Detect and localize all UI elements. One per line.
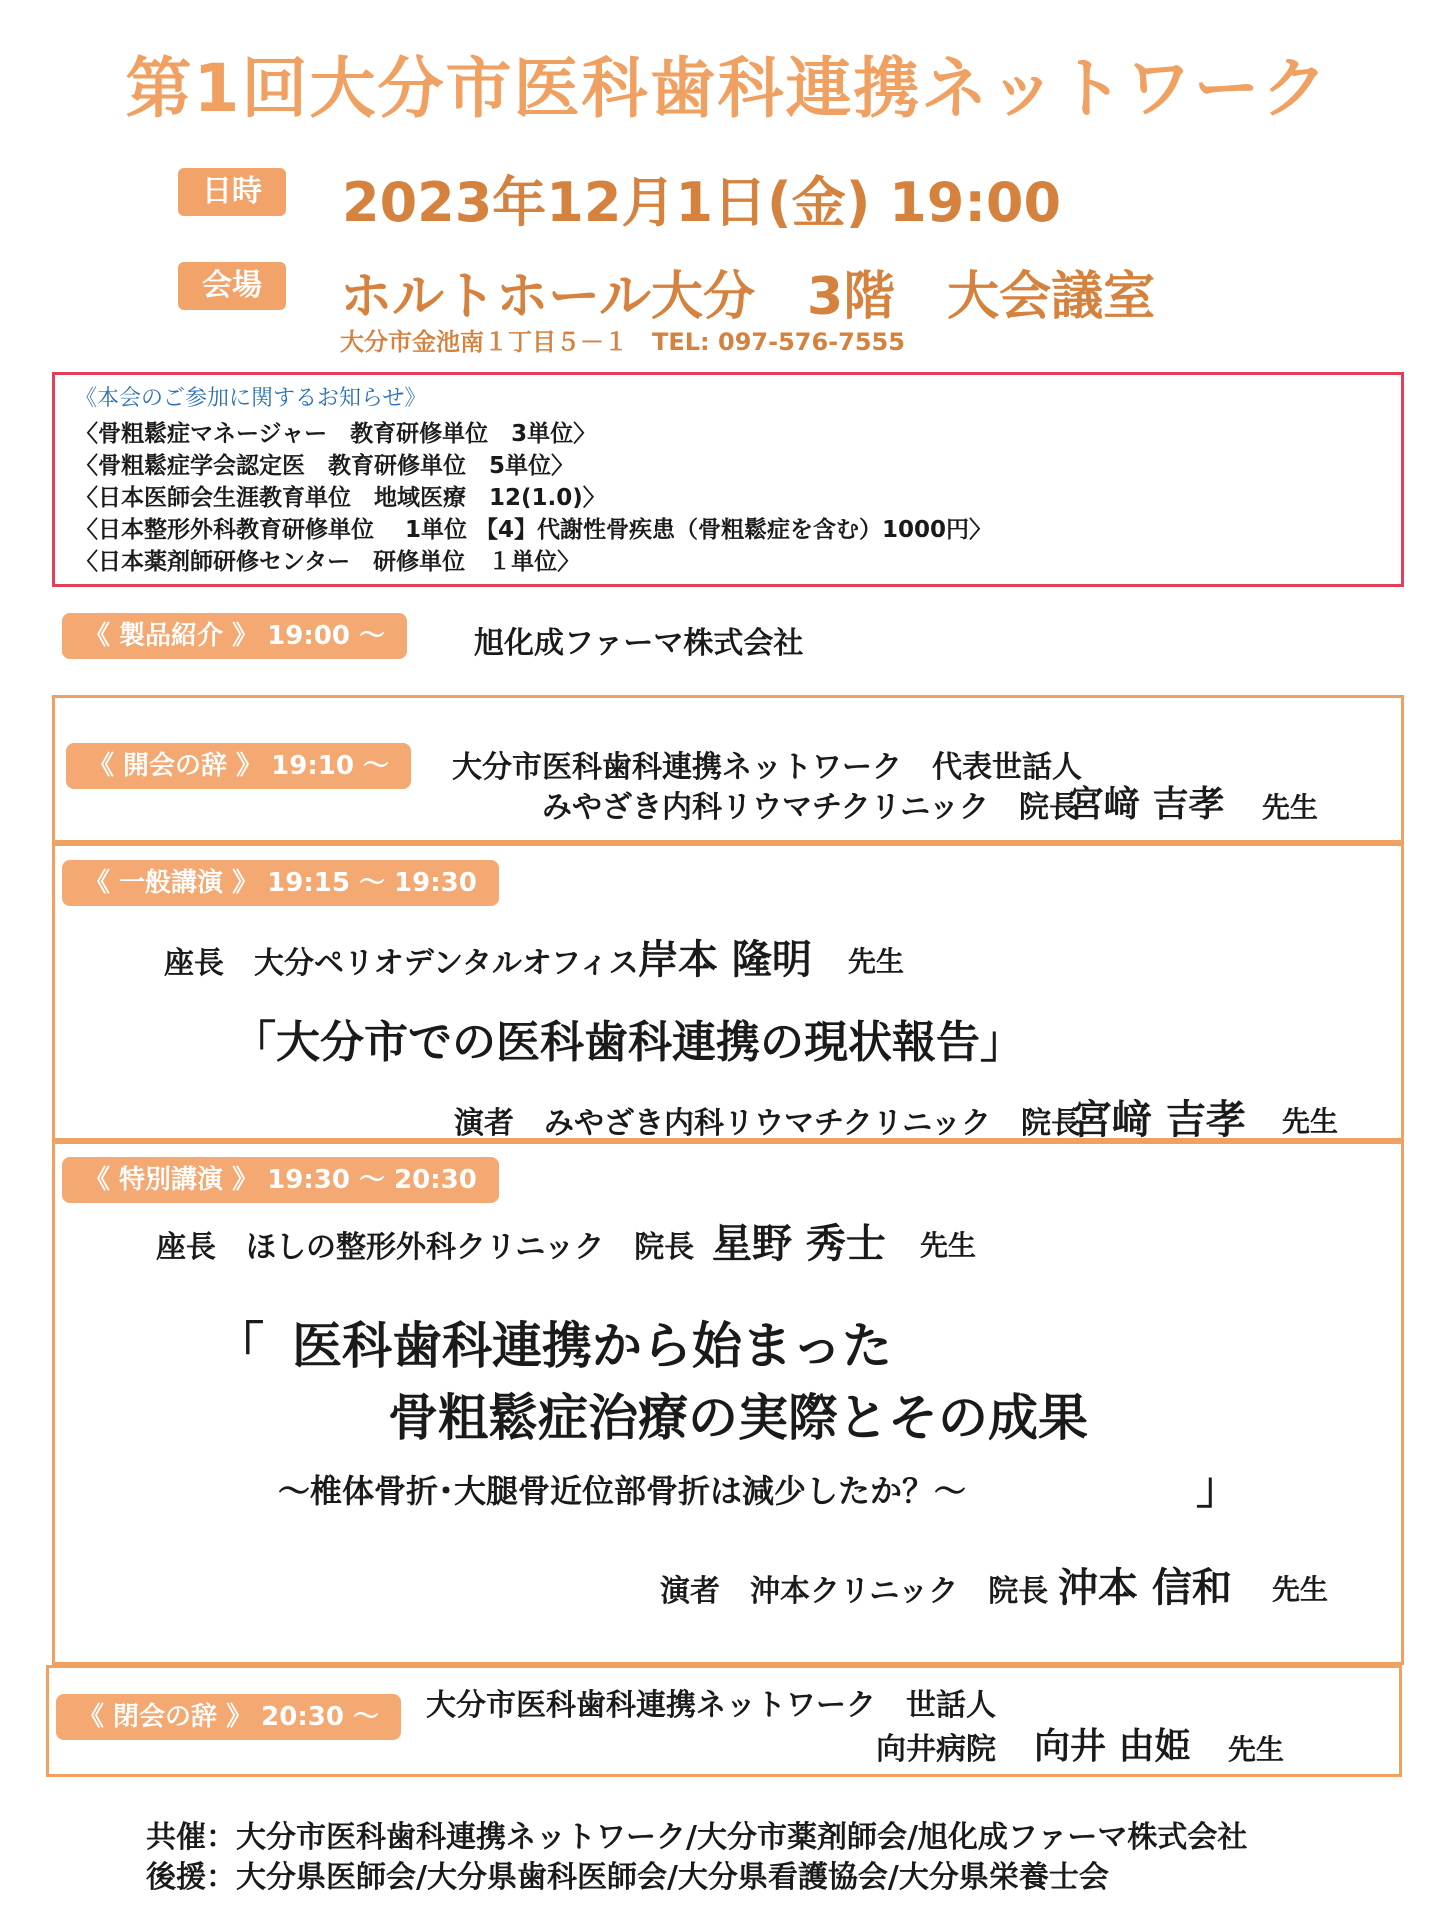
notice-heading: 《本会のご参加に関するお知らせ》	[75, 386, 427, 411]
notice-box	[52, 372, 1404, 587]
closing-line1: 大分市医科歯科連携ネットワーク 世話人	[426, 1688, 996, 1723]
opening-line1: 大分市医科歯科連携ネットワーク 代表世話人	[452, 750, 1082, 785]
opening-suffix: 先生	[1262, 791, 1319, 824]
product-tag: 《 製品紹介 》 19:00 ～	[62, 613, 407, 659]
venue-value: ホルトホール大分 3階 大会議室	[340, 267, 1156, 327]
special-speaker-suffix: 先生	[1272, 1573, 1329, 1606]
general-chair-affiliation: 座長 大分ペリオデンタルオフィス	[164, 946, 639, 981]
closing-suffix: 先生	[1228, 1733, 1285, 1766]
closing-affiliation: 向井病院	[876, 1732, 996, 1767]
special-speaker-name: 沖本 信和	[1058, 1565, 1232, 1611]
special-subtitle: ～椎体骨折･大腿骨近位部骨折は減少したか？～	[278, 1472, 967, 1510]
general-speaker-suffix: 先生	[1282, 1105, 1339, 1138]
general-chair-suffix: 先生	[848, 945, 905, 978]
notice-line: 〈骨粗鬆症マネージャー 教育研修単位 3単位〉	[75, 421, 597, 447]
venue-address: 大分市金池南１丁目５－１ TEL: 097-576-7555	[340, 328, 905, 356]
datetime-label: 日時	[178, 168, 286, 216]
notice-line: 〈日本薬剤師研修センター 研修単位 １単位〉	[75, 549, 581, 575]
notice-line: 〈骨粗鬆症学会認定医 教育研修単位 5単位〉	[75, 453, 575, 479]
datetime-value: 2023年12月1日(金) 19:00	[342, 171, 1062, 234]
product-company: 旭化成ファーマ株式会社	[474, 626, 804, 661]
general-tag: 《 一般講演 》 19:15 ～ 19:30	[62, 860, 499, 906]
special-title-line1: 医科歯科連携から始まった	[292, 1317, 892, 1375]
opening-tag: 《 開会の辞 》 19:10 ～	[66, 743, 411, 789]
footer-support: 後援：大分県医師会/大分県歯科医師会/大分県看護協会/大分県栄養士会	[146, 1860, 1109, 1895]
special-tag: 《 特別講演 》 19:30 ～ 20:30	[62, 1157, 499, 1203]
closing-name: 向井 由姫	[1034, 1726, 1191, 1767]
closing-tag: 《 閉会の辞 》 20:30 ～	[56, 1694, 401, 1740]
special-close-bracket: 」	[1196, 1463, 1240, 1514]
special-title-line2: 骨粗鬆症治療の実際とその成果	[388, 1389, 1088, 1447]
event-title: 第1回大分市医科歯科連携ネットワーク	[125, 50, 1330, 127]
general-speaker-name: 宮﨑 吉孝	[1072, 1097, 1246, 1143]
opening-name: 宮﨑 吉孝	[1068, 784, 1225, 825]
special-chair-affiliation: 座長 ほしの整形外科クリニック 院長	[156, 1230, 695, 1265]
special-chair-name: 星野 秀士	[712, 1221, 886, 1267]
opening-affiliation: みやざき内科リウマチクリニック 院長	[542, 790, 1079, 825]
notice-line: 〈日本医師会生涯教育単位 地域医療 12(1.0)〉	[75, 485, 606, 511]
special-speaker-affiliation: 演者 沖本クリニック 院長	[660, 1574, 1049, 1609]
general-chair-name: 岸本 隆明	[638, 937, 812, 983]
venue-label: 会場	[178, 262, 286, 310]
general-speaker-affiliation: 演者 みやざき内科リウマチクリニック 院長	[454, 1106, 1081, 1141]
footer-cohost: 共催：大分市医科歯科連携ネットワーク/大分市薬剤師会/旭化成ファーマ株式会社	[146, 1820, 1248, 1855]
special-open-bracket: 「	[214, 1317, 264, 1375]
general-talk-title: 「大分市での医科歯科連携の現状報告」	[232, 1017, 1024, 1068]
special-chair-suffix: 先生	[920, 1229, 977, 1262]
notice-line: 〈日本整形外科教育研修単位 1単位 【4】代謝性骨疾患（骨粗鬆症を含む）1000円〉	[75, 517, 993, 543]
